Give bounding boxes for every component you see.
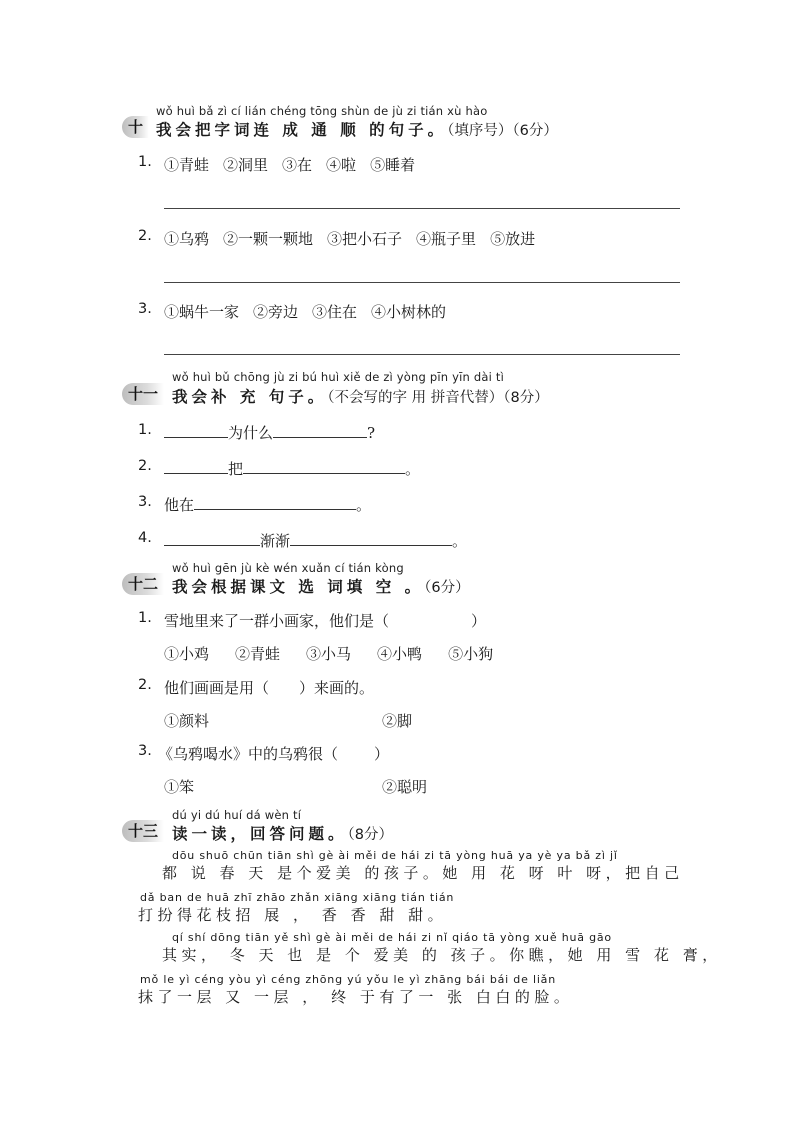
word-card: ④瓶子里 xyxy=(416,230,477,248)
sentence-fragment: 他在 xyxy=(164,496,195,514)
fill-blank[interactable] xyxy=(273,423,367,438)
fill-blank[interactable] xyxy=(164,531,260,546)
sec11-q2-line xyxy=(164,458,420,479)
sec13-number-badge: 十三 xyxy=(122,820,164,842)
sec11-q3-line xyxy=(164,494,371,515)
sec11-q4-number: 4. xyxy=(138,530,152,546)
sec10-q3-number: 3. xyxy=(138,301,152,317)
question-text: 雪地里来了一群小画家，他们是（ xyxy=(164,612,390,630)
sentence-end: ? xyxy=(367,424,376,442)
sec11-q1-number: 1. xyxy=(138,422,152,438)
sec12-title xyxy=(172,575,470,597)
question-text: 《乌鸦喝水》中的乌鸦很（ xyxy=(158,745,339,763)
word-card: ④小树林的 xyxy=(371,303,447,321)
sec10-pinyin: wǒ huì bǎ zì cí lián chéng tōng shùn de jù zi tián xù hào xyxy=(156,104,488,118)
fill-blank[interactable] xyxy=(194,495,356,510)
sec12-q1-number: 1. xyxy=(138,610,152,626)
passage-text-line: 都 说 春 天 是个爱美 的孩子。她 用 花 呀 叶 呀，把自己 xyxy=(162,864,684,882)
question-close: ）来画的。 xyxy=(299,679,375,697)
sec13-title xyxy=(172,822,393,844)
sec11-q2-number: 2. xyxy=(138,458,152,474)
fill-blank[interactable] xyxy=(164,423,228,438)
word-card: ③住在 xyxy=(312,303,358,321)
sec12-q2-text xyxy=(164,677,374,698)
sec13-pinyin: dú yi dú huí dá wèn tí xyxy=(172,808,302,822)
fill-blank[interactable] xyxy=(243,459,405,474)
word-card: ②一颗一颗地 xyxy=(223,230,314,248)
sec10-q1-items xyxy=(164,154,429,175)
sec12-points: （6分） xyxy=(424,580,470,596)
sec12-q2-number: 2. xyxy=(138,677,152,693)
sec12-q3-option-a[interactable]: ①笨 xyxy=(164,778,195,796)
sec10-q2-items xyxy=(164,228,549,249)
fill-blank[interactable] xyxy=(290,531,452,546)
sec10-number-badge: 十 xyxy=(122,116,149,138)
option[interactable]: ④小鸭 xyxy=(377,645,423,663)
sec10-q1-number: 1. xyxy=(138,154,152,170)
sentence-fragment: 渐渐 xyxy=(260,532,291,550)
sec11-pinyin: wǒ huì bǔ chōng jù zi bú huì xiě de zì yòng pīn yīn dài tì xyxy=(172,370,504,384)
option[interactable]: ⑤小狗 xyxy=(448,645,494,663)
sec12-q1-text xyxy=(164,610,486,631)
sec10-q3-answer-line[interactable] xyxy=(164,354,680,355)
passage-pinyin-line: qí shí dōng tiān yě shì gè ài měi de hái zi nǐ qiáo tā yòng xuě huā gāo xyxy=(172,931,612,944)
word-card: ①青蛙 xyxy=(164,156,210,174)
sec12-q3-option-b[interactable]: ②聪明 xyxy=(382,778,428,796)
sec10-title xyxy=(156,118,558,140)
sec11-points: （不会写的字 用 拼音代替）（8分） xyxy=(327,390,549,406)
sec12-number-badge: 十二 xyxy=(122,573,164,595)
sec10-q2-answer-line[interactable] xyxy=(164,282,680,283)
question-close: ） xyxy=(471,612,487,630)
sec13-points: （8分） xyxy=(347,827,393,843)
sec10-q3-items xyxy=(164,301,460,322)
word-card: ⑤睡着 xyxy=(370,156,416,174)
passage-text-line: 抹了一层 又 一层 ， 终 于有了一 张 白白的脸。 xyxy=(138,988,574,1006)
sentence-fragment: 为什么 xyxy=(228,424,274,442)
sec11-number-badge: 十一 xyxy=(122,383,164,405)
option[interactable]: ①小鸡 xyxy=(164,645,210,663)
sentence-end: 。 xyxy=(356,496,372,514)
sec12-q3-text xyxy=(158,743,389,764)
word-card: ③把小石子 xyxy=(327,230,403,248)
sec12-q1-options xyxy=(164,643,493,664)
word-card: ①乌鸦 xyxy=(164,230,210,248)
passage-pinyin-line: mǒ le yì céng yòu yì céng zhōng yú yǒu le yì zhāng bái bái de liǎn xyxy=(140,973,556,986)
passage-text-line: 打扮得花枝招 展 ， 香 香 甜 甜。 xyxy=(138,906,448,924)
sec11-title xyxy=(172,385,549,407)
sentence-end: 。 xyxy=(452,532,468,550)
sec10-q1-answer-line[interactable] xyxy=(164,208,680,209)
question-close: ） xyxy=(374,745,390,763)
word-card: ③在 xyxy=(282,156,313,174)
sec11-q4-line xyxy=(164,530,467,551)
sentence-end: 。 xyxy=(405,460,421,478)
sec12-q2-option-a[interactable]: ①颜料 xyxy=(164,712,210,730)
passage-pinyin-line: dǎ ban de huā zhī zhāo zhǎn xiāng xiāng tián tián xyxy=(140,891,455,904)
word-card: ①蜗牛一家 xyxy=(164,303,240,321)
word-card: ②旁边 xyxy=(253,303,299,321)
option[interactable]: ③小马 xyxy=(306,645,352,663)
sec11-q3-number: 3. xyxy=(138,494,152,510)
sec12-q3-number: 3. xyxy=(138,743,152,759)
word-card: ⑤放进 xyxy=(490,230,536,248)
sec12-title-text: 我会根据课文 选 词填 空 。 xyxy=(172,578,425,596)
sec12-q2-option-b[interactable]: ②脚 xyxy=(382,712,413,730)
sec10-title-text: 我会把字词连 成 通 顺 的句子。 xyxy=(156,121,448,139)
sec12-pinyin: wǒ huì gēn jù kè wén xuǎn cí tián kòng xyxy=(172,561,404,575)
question-text: 他们画画是用（ xyxy=(164,679,270,697)
option[interactable]: ②青蛙 xyxy=(235,645,281,663)
word-card: ④啦 xyxy=(326,156,357,174)
sec10-q2-number: 2. xyxy=(138,228,152,244)
passage-text-line: 其实， 冬 天 也 是 个 爱美 的 孩子。你瞧，她 用 雪 花 膏， xyxy=(162,946,722,964)
sentence-fragment: 把 xyxy=(228,460,244,478)
sec11-title-text: 我会补 充 句子。 xyxy=(172,388,328,406)
word-card: ②洞里 xyxy=(223,156,269,174)
sec10-points: （填序号）（6分） xyxy=(447,123,558,139)
sec11-q1-line xyxy=(164,422,375,443)
fill-blank[interactable] xyxy=(164,459,228,474)
sec13-title-text: 读一读，回答问题。 xyxy=(172,825,348,843)
passage-pinyin-line: dōu shuō chūn tiān shì gè ài měi de hái zi tā yòng huā ya yè ya bǎ zì jǐ xyxy=(172,849,618,862)
